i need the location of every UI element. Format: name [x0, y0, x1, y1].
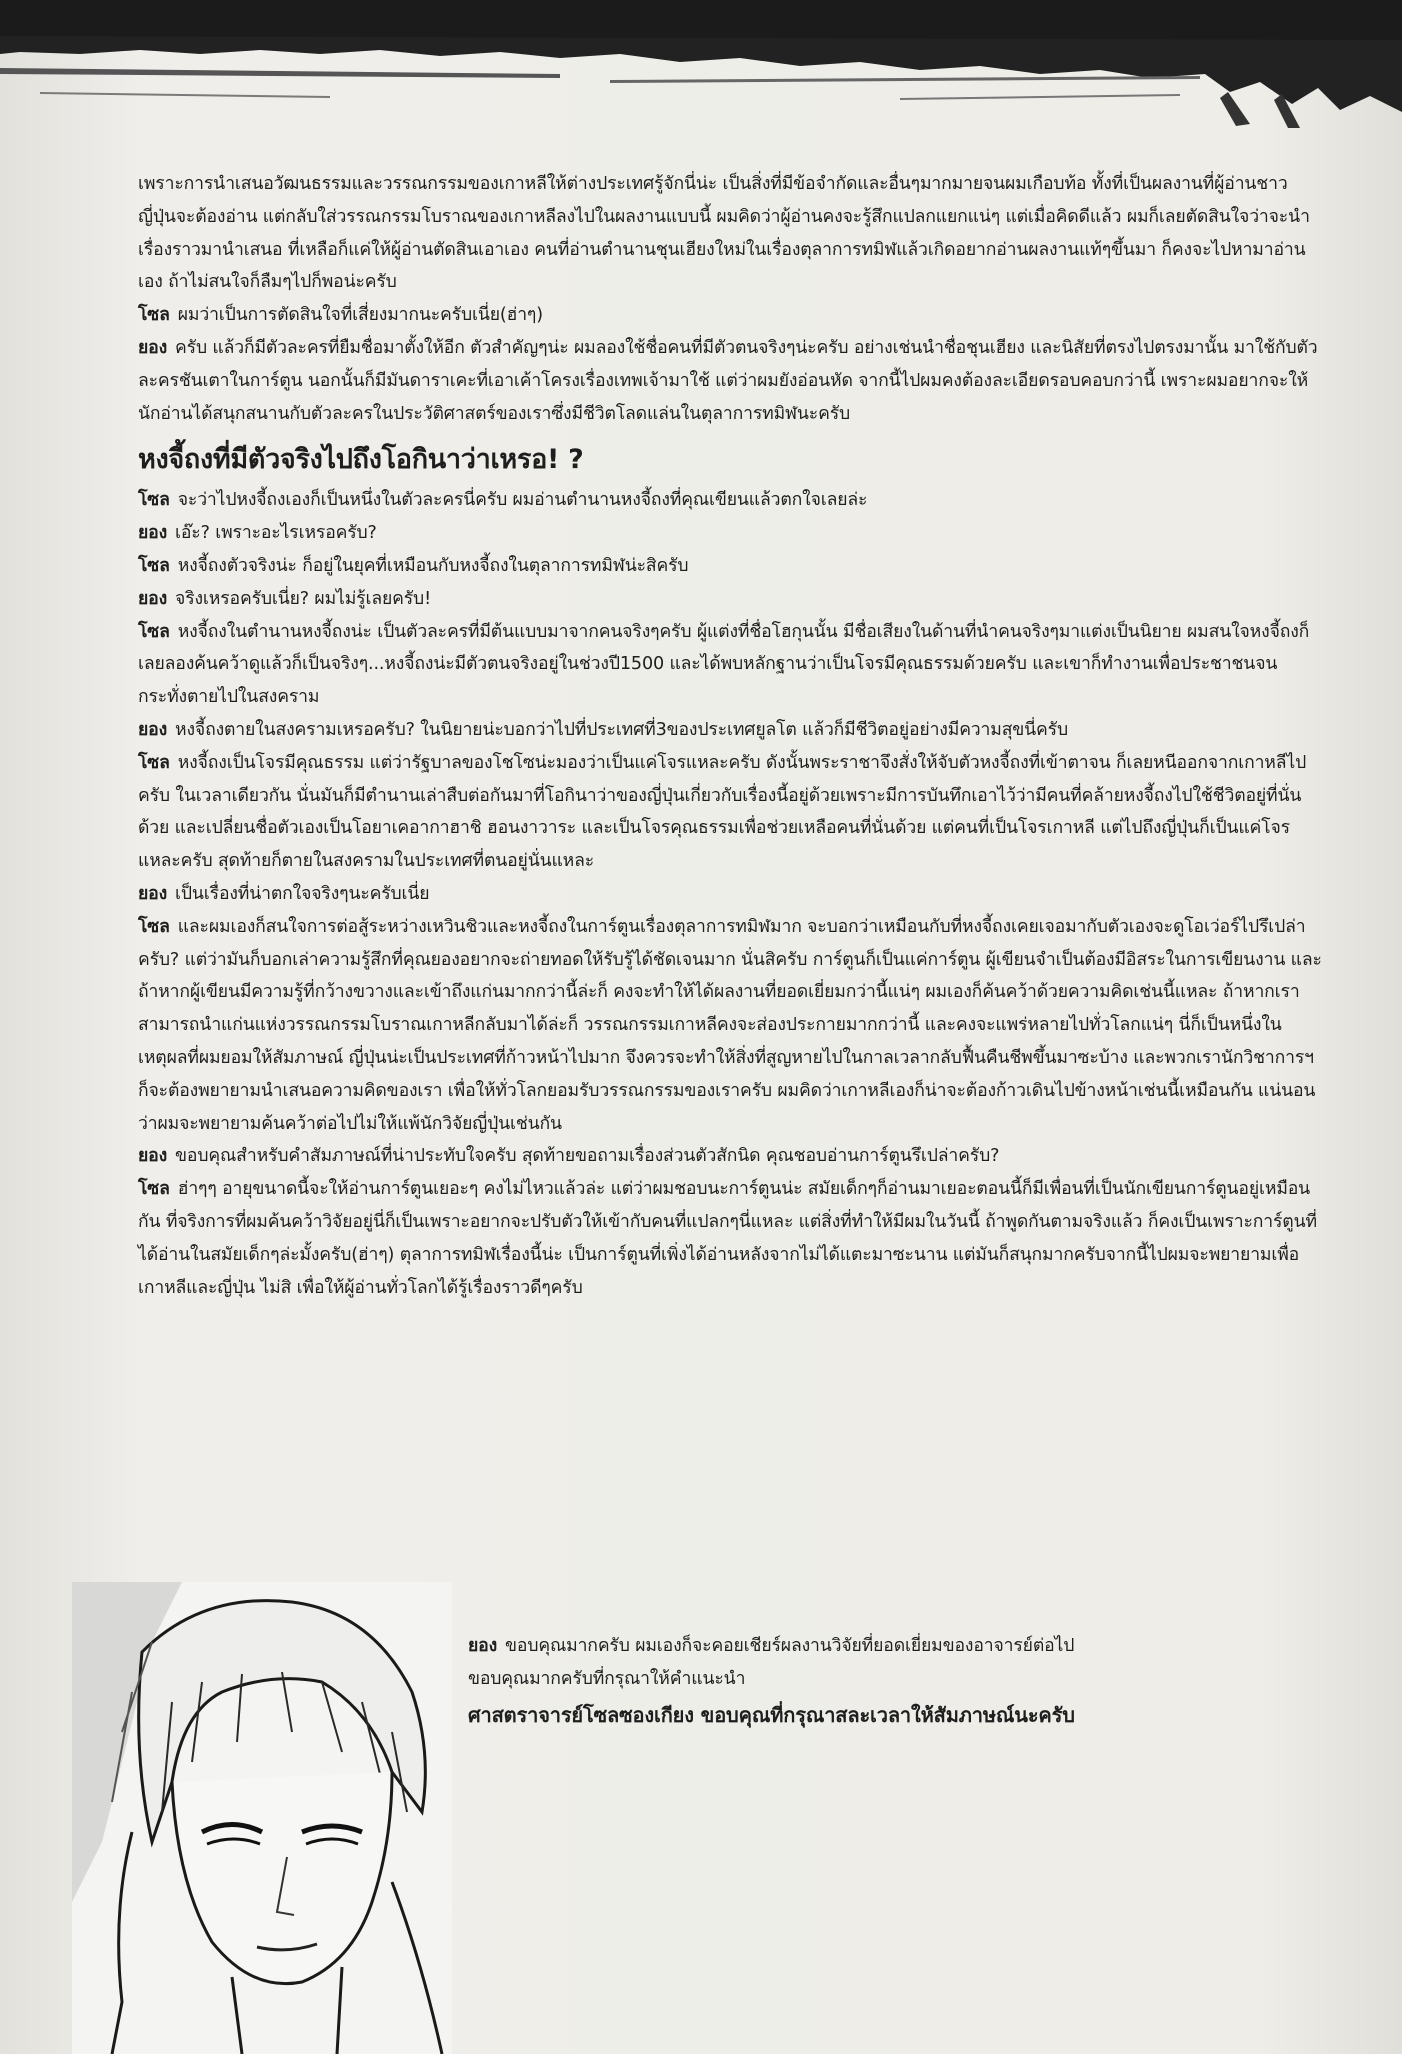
speaker-label: โซล [138, 305, 170, 326]
dialogue-text: ขอบคุณสำหรับคำสัมภาษณ์ที่น่าประทับใจครับ สุดท้ายขอถามเรื่องส่วนตัวสักนิด คุณชอบอ่านการ์ตูนรึเปล่าครับ? [175, 1146, 1000, 1167]
dialogue-text: และผมเองก็สนใจการต่อสู้ระหว่างเหวินชิวและหงจี้ถงในการ์ตูนเรื่องตุลาการทมิฬมาก จะบอกว่าเหมือนกับที่หงจี้ถงเคยเจอมากับตัวเองจะดูโอเว่อร์ไปรึเปล่าครับ? แต่ว่ามันก็บอกเล่าความรู้สึกที่คุณยองอยากจะถ่ายทอดให้รับรู้ได้ชัดเจนมาก นั่นสิครับ การ์ตูนก็เป็นแค่การ์ตูน ผู้เขียนจำเป็นต้องมีอิสระในการเขียนงาน และถ้าหากผู้เขียนมีความรู้ที่กว้างขวางและเข้าถึงแก่นมากกว่านี้ล่ะก็ คงจะทำให้ได้ผลงานที่ยอดเยี่ยมกว่านี้แน่ๆ ผมเองก็ค้นคว้าด้วยความคิดเช่นนี้แหละ ถ้าหากเราสามารถนำแก่นแห่งวรรณกรรมโบราณเกาหลีกลับมาได้ล่ะก็ วรรณกรรมเกาหลีคงจะส่องประกายมากกว่านี้ และคงจะแพร่หลายไปทั่วโลกแน่ๆ นี่ก็เป็นหนึ่งในเหตุผลที่ผมยอมให้สัมภาษณ์ ญี่ปุ่นน่ะเป็นประเทศที่ก้าวหน้าไปมาก จึงควรจะทำให้สิ่งที่สูญหายไปในกาลเวลากลับฟื้นคืนชีพขึ้นมาซะบ้าง และพวกเรานักวิชาการฯก็จะต้องพยายามนำเสนอความคิดของเรา เพื่อให้ทั่วโลกยอมรับวรรณกรรมของเราครับ ผมคิดว่าเกาหลีเองก็น่าจะต้องก้าวเดินไปข้างหน้าเช่นนี้เหมือนกัน แน่นอนว่าผมจะพยายามค้นคว้าต่อไปไม่ให้แพ้นักวิจัยญี่ปุ่นเช่นกัน [138, 916, 1322, 1134]
speaker-label: โซล [138, 555, 170, 576]
dialogue-text: เป็นเรื่องที่น่าตกใจจริงๆนะครับเนี่ย [175, 883, 430, 904]
speaker-label: ยอง [138, 883, 168, 904]
dialogue-line [138, 583, 1324, 616]
dialogue-text: ครับ แล้วก็มีตัวละครที่ยืมชื่อมาตั้งให้อีก ตัวสำคัญๆน่ะ ผมลองใช้ชื่อคนที่มีตัวตนจริงๆน่ะครับ อย่างเช่นนำชื่อชุนเฮียง และนิสัยที่ตรงไปตรงมานั้น มาใช้กับตัวละครชันเตาในการ์ตูน นอกนั้นก็มีมันดาราเคะที่เอาเค้าโครงเรื่องเทพเจ้ามาใช้ แต่ว่าผมยังอ่อนหัด จากนี้ไปผมคงต้องละเอียดรอบคอบกว่านี้ เพราะผมอยากจะให้นักอ่านได้สนุกสนานกับตัวละครในประวัติศาสตร์ของเราซึ่งมีชีวิตโลดแล่นในตุลาการทมิฬนะครับ [138, 337, 1318, 424]
dialogue-line [138, 714, 1324, 747]
interview-body [138, 168, 1324, 1628]
speaker-label: ยอง [138, 523, 168, 544]
speaker-label: ยอง [138, 588, 168, 609]
dialogue-line [138, 911, 1324, 1141]
dialogue-line [138, 332, 1324, 430]
dialogue-line [138, 484, 1324, 517]
closing-remarks [468, 1630, 1328, 1732]
speaker-label: ยอง [138, 337, 168, 358]
dialogue-line [138, 1173, 1324, 1304]
dialogue-text: จริงเหรอครับเนี่ย? ผมไม่รู้เลยครับ! [175, 588, 431, 609]
brush-stroke-banner [0, 0, 1402, 130]
dialogue-line [138, 616, 1324, 714]
speaker-label: โซล [138, 916, 170, 937]
dialogue-text: หงจี้ถงในตำนานหงจี้ถงน่ะ เป็นตัวละครที่มีต้นแบบมาจากคนจริงๆครับ ผู้แต่งที่ชื่อโฮกุนนั้น มีชื่อเสียงในด้านที่นำคนจริงๆมาแต่งเป็นนิยาย ผมสนใจหงจี้ถงก็เลยลองค้นคว้าดูแล้วก็เป็นจริงๆ...หงจี้ถงน่ะมีตัวตนจริงอยู่ในช่วงปี1500 และได้พบหลักฐานว่าเป็นโจรมีคุณธรรมด้วยครับ และเขาก็ทำงานเพื่อประชาชนจนกระทั่งตายไปในสงคราม [138, 621, 1310, 708]
dialogue-text: ฮ่าๆๆ อายุขนาดนี้จะให้อ่านการ์ตูนเยอะๆ คงไม่ไหวแล้วล่ะ แต่ว่าผมชอบนะการ์ตูนน่ะ สมัยเด็กๆก็อ่านมาเยอะตอนนี้ก็มีเพื่อนที่เป็นนักเขียนการ์ตูนอยู่เหมือนกัน ที่จริงการที่ผมค้นคว้าวิจัยอยู่นี่ก็เป็นเพราะอยากจะปรับตัวให้เข้ากับคนที่แปลกๆนี่แหละ แต่สิ่งที่ทำให้มีผมในวันนี้ ถ้าพูดกันตามจริงแล้ว ก็คงเป็นเพราะการ์ตูนที่ได้อ่านในสมัยเด็กๆล่ะมั้งครับ(ฮ่าๆ) ตุลาการทมิฬเรื่องนี้น่ะ เป็นการ์ตูนที่เพิ่งได้อ่านหลังจากไม่ได้แตะมาซะนาน แต่มันก็สนุกมากครับจากนี้ไปผมจะพยายามเพื่อเกาหลีและญี่ปุ่น ไม่สิ เพื่อให้ผู้อ่านทั่วโลกได้รู้เรื่องราวดีๆครับ [138, 1179, 1317, 1298]
closing-line: ขอบคุณมากครับที่กรุณาให้คำแนะนำ [468, 1668, 746, 1689]
closing-signoff: ศาสตราจารย์โซลซองเกียง ขอบคุณที่กรุณาสละเวลาให้สัมภาษณ์นะครับ [468, 1702, 1075, 1727]
dialogue-text: หงจี้ถงตายในสงครามเหรอครับ? ในนิยายน่ะบอกว่าไปที่ประเทศที่3ของประเทศยูลโต แล้วก็มีชีวิตอยู่อย่างมีความสุขนี่ครับ [175, 719, 1068, 740]
dialogue-text: หงจี้ถงเป็นโจรมีคุณธรรม แต่ว่ารัฐบาลของโชโซน่ะมองว่าเป็นแค่โจรแหละครับ ดังนั้นพระราชาจึงสั่งให้จับตัวหงจี้ถงที่เข้าตาจน ก็เลยหนีออกจากเกาหลีไปครับ ในเวลาเดียวกัน นั่นมันก็มีตำนานเล่าสืบต่อกันมาที่โอกินาว่าของญี่ปุ่นเกี่ยวกับเรื่องนี้อยู่ด้วยเพราะมีการบันทึกเอาไว้ว่ามีคนที่คล้ายหงจี้ถงไปใช้ชีวิตอยู่ที่นั่นด้วย และเปลี่ยนชื่อตัวเองเป็นโอยาเคอากาฮาชิ ฮอนงาวาระ และเป็นโจรคุณธรรมเพื่อช่วยเหลือคนที่นั่นด้วย แต่คนที่เป็นโจรเกาหลี แต่ไปถึงญี่ปุ่นก็เป็นแค่โจรแหละครับ สุดท้ายก็ตายในสงครามในประเทศที่ตนอยู่นั่นแหละ [138, 752, 1307, 872]
dialogue-line [138, 1140, 1324, 1173]
closing-line [468, 1630, 1328, 1663]
speaker-label: โซล [138, 1179, 170, 1200]
speaker-label: โซล [138, 490, 170, 511]
dialogue-text: เอ๊ะ? เพราะอะไรเหรอครับ? [175, 523, 377, 544]
dialogue-line [138, 517, 1324, 550]
dialogue-line [138, 550, 1324, 583]
dialogue-line [138, 747, 1324, 878]
dialogue-text: ผมว่าเป็นการตัดสินใจที่เสี่ยงมากนะครับเนี่ย(ฮ่าๆ) [177, 305, 543, 326]
speaker-label: โซล [138, 752, 170, 773]
speaker-label: โซล [138, 621, 170, 642]
closing-text: ขอบคุณมากครับ ผมเองก็จะคอยเชียร์ผลงานวิจัยที่ยอดเยี่ยมของอาจารย์ต่อไป [505, 1636, 1075, 1656]
manga-portrait-illustration [72, 1582, 452, 2054]
dialogue-text: หงจี้ถงตัวจริงน่ะ ก็อยู่ในยุคที่เหมือนกับหงจี้ถงในตุลาการทมิฬน่ะสิครับ [177, 555, 689, 576]
intro-paragraph: เพราะการนำเสนอวัฒนธรรมและวรรณกรรมของเกาหลีให้ต่างประเทศรู้จักนี่น่ะ เป็นสิ่งที่มีข้อจำกัดและอื่นๆมากมายจนผมเกือบท้อ ทั้งที่เป็นผลงานที่ผู้อ่านชาวญี่ปุ่นจะต้องอ่าน แต่กลับใส่วรรณกรรมโบราณของเกาหลีลงไปในผลงานแบบนี้ ผมคิดว่าผู้อ่านคงจะรู้สึกแปลกแยกแน่ๆ แต่เมื่อคิดดีแล้ว ผมก็เลยตัดสินใจว่าจะนำเรื่องราวมานำเสนอ ที่เหลือก็แค่ให้ผู้อ่านตัดสินเอาเอง คนที่อ่านตำนานชุนเฮียงใหม่ในเรื่องตุลาการทมิฬแล้วเกิดอยากอ่านผลงานแท้ๆขึ้นมา ก็คงจะไปหามาอ่านเอง ถ้าไม่สนใจก็ลืมๆไปก็พอน่ะครับ [138, 174, 1310, 293]
speaker-label: ยอง [138, 719, 168, 740]
speaker-label: ยอง [138, 1146, 168, 1167]
speaker-label: ยอง [468, 1636, 498, 1656]
dialogue-line [138, 299, 1324, 332]
section-heading: หงจี้ถงที่มีตัวจริงไปถึงโอกินาว่าเหรอ! ? [138, 444, 584, 476]
dialogue-line [138, 878, 1324, 911]
dialogue-text: จะว่าไปหงจี้ถงเองก็เป็นหนึ่งในตัวละครนี่ครับ ผมอ่านตำนานหงจี้ถงที่คุณเขียนแล้วตกใจเลยล่ะ [177, 490, 868, 511]
